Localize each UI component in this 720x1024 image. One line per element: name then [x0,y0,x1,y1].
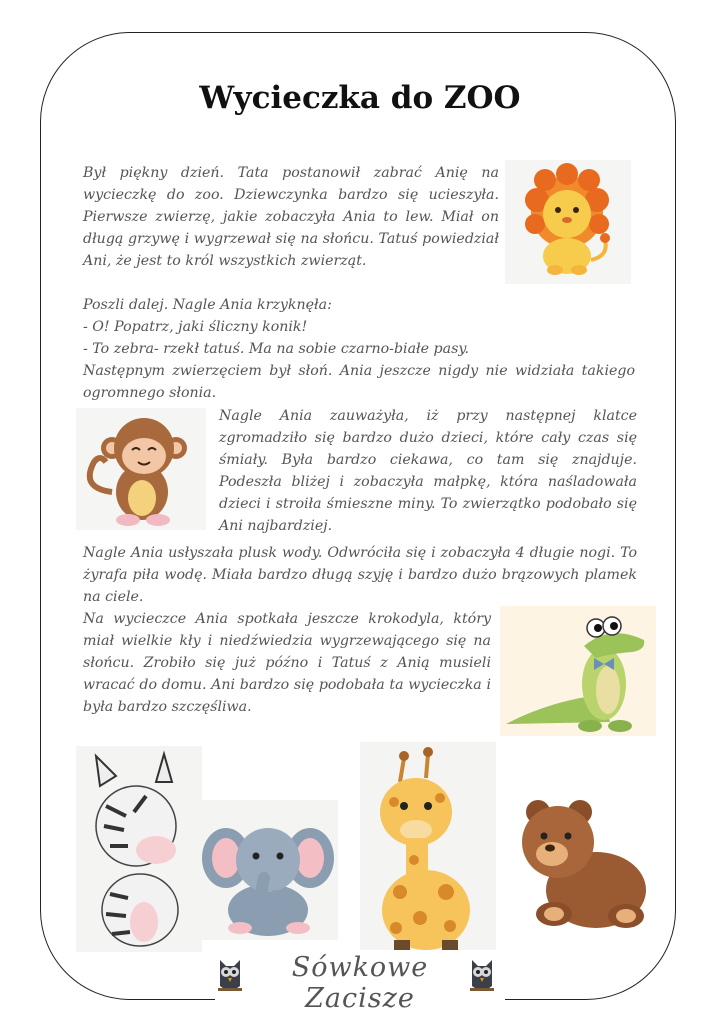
story-paragraph-6: Nagle Ania zauważyła, iż przy następnej klatce zgromadziło się bardzo dużo dzieci, które cały czas się śmiały. Była bardzo ciekawa, co tam się znajduje. Podeszła bliżej i zobaczyła małpkę, która naśladowała dzieci i stroiła śmieszne miny. To zwierzątko podobało się Ani najbardziej. [219,408,637,534]
brand-logo-text: Sówkowe Zacisze [291,952,429,1014]
story-paragraph-7: Nagle Ania usłyszała plusk wody. Odwróciła się i zobaczyła 4 długie nogi. To żyrafa piła wodę. Miała bardzo długą szyję i bardzo dużo brązowych plamek na ciele. [83,545,637,605]
lion-illustration [505,160,631,284]
bear-illustration [508,790,658,936]
elephant-illustration [198,800,338,940]
monkey-illustration [76,408,206,530]
story-paragraph-2: Poszli dalej. Nagle Ania krzyknęła: [83,297,332,313]
crocodile-illustration [500,606,656,736]
owl-logo-icon [216,956,244,994]
story-paragraph-3: - O! Popatrz, jaki śliczny konik! [83,319,308,335]
page-title: Wycieczka do ZOO [199,80,521,116]
zebra-illustration [76,746,202,952]
story-paragraph-8: Na wycieczce Ania spotkała jeszcze krokodyla, który miał wielkie kły i niedźwiedzia wygrzewającego się na słońcu. Zrobiło się już późno i Tatuś z Anią musieli wracać do domu. Ani bardzo się podobała ta wycieczka i była bardzo szczęśliwa. [83,611,491,715]
owl-logo-icon [468,956,496,994]
story-paragraph-5: Następnym zwierzęciem był słoń. Ania jeszcze nigdy nie widziała takiego ogromnego słonia. [83,363,635,401]
story-paragraph-1: Był piękny dzień. Tata postanowił zabrać Anię na wycieczkę do zoo. Dziewczynka bardzo się ucieszyła. Pierwsze zwierzę, jakie zobaczyła Ania to lew. Miał on długą grzywę i wygrzewał się na słońcu. Tatuś powiedział Ani, że jest to król wszystkich zwierząt. [83,165,499,269]
story-paragraph-4: - To zebra- rzekł tatuś. Ma na sobie czarno-białe pasy. [83,341,469,357]
giraffe-illustration [360,742,496,958]
